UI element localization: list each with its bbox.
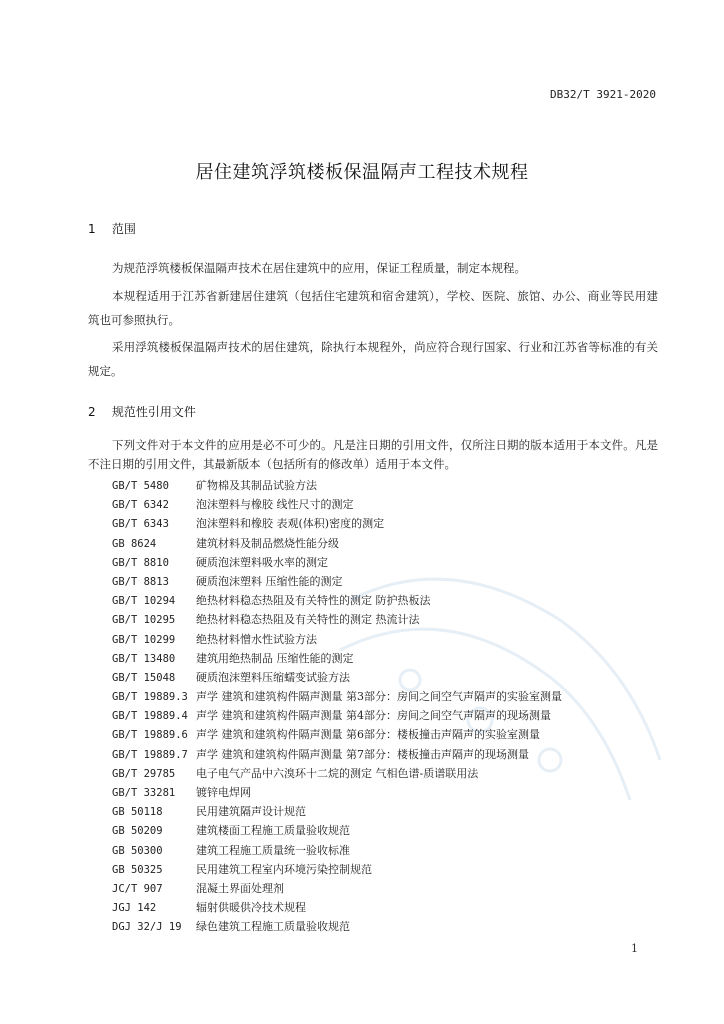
reference-title: 绝热材料稳态热阻及有关特性的测定 防护热板法 [196, 594, 431, 608]
reference-code: GB/T 8813 [112, 575, 169, 588]
section-title: 范围 [111, 222, 136, 236]
reference-title: 建筑楼面工程施工质量验收规范 [196, 824, 350, 838]
reference-code: GB/T 8810 [112, 556, 169, 569]
reference-code: GB 8624 [112, 537, 157, 550]
reference-item [112, 764, 672, 783]
document-title: 居住建筑浮筑楼板保温隔声工程技术规程 [195, 162, 529, 183]
reference-title: 绝热材料稳态热阻及有关特性的测定 热流计法 [196, 613, 420, 627]
reference-title: 矿物棉及其制品试验方法 [196, 479, 317, 492]
reference-title: 辐射供暖供冷技术规程 [196, 901, 306, 915]
reference-item [112, 898, 672, 917]
reference-title: 绝热材料憎水性试验方法 [196, 632, 317, 646]
reference-title: 硬质泡沫塑料压缩蠕变试验方法 [196, 670, 350, 684]
reference-item [112, 725, 672, 744]
paragraph: 本规程适用于江苏省新建居住建筑（包括住宅建筑和宿舍建筑），学校、医院、旅馆、办公、商业等民用建筑也可参照执行。 [88, 289, 658, 327]
reference-code: GB/T 6342 [112, 499, 169, 512]
reference-title: 声学 建筑和建筑构件隔声测量 第6部分：楼板撞击声隔声的实验室测量 [196, 728, 540, 742]
reference-title: 建筑工程施工质量统一验收标准 [196, 843, 350, 857]
reference-item [112, 514, 672, 533]
reference-item [112, 610, 672, 629]
reference-code: GB/T 15048 [112, 671, 176, 684]
section-2-heading [88, 403, 196, 420]
section-number: 1 [88, 222, 96, 236]
section-title: 规范性引用文件 [111, 405, 196, 419]
reference-title: 民用建筑隔声设计规范 [196, 805, 306, 819]
reference-item [112, 879, 672, 898]
reference-item [112, 860, 672, 879]
reference-item [112, 802, 672, 821]
reference-item [112, 821, 672, 840]
reference-code: DGJ 32/J 19 [112, 921, 182, 934]
reference-item [112, 917, 672, 936]
reference-title: 建筑用绝热制品 压缩性能的测定 [196, 651, 354, 665]
reference-title: 声学 建筑和建筑构件隔声测量 第7部分：楼板撞击声隔声的现场测量 [196, 747, 529, 761]
reference-title: 电子电气产品中六溴环十二烷的测定 气相色谱-质谱联用法 [196, 766, 479, 780]
reference-code: GB/T 29785 [112, 767, 176, 780]
reference-code: GB 50300 [112, 844, 163, 857]
reference-code: GB/T 10294 [112, 595, 176, 608]
reference-title: 硬质泡沫塑料吸水率的测定 [196, 555, 328, 569]
reference-code: GB/T 19889.4 [112, 710, 188, 723]
reference-title: 泡沫塑料和橡胶 表观(体积)密度的测定 [196, 517, 385, 531]
reference-code: GB/T 6343 [112, 518, 169, 531]
reference-list [112, 476, 672, 937]
reference-item [112, 687, 672, 706]
reference-title: 硬质泡沫塑料 压缩性能的测定 [196, 574, 343, 588]
reference-code: GB/T 19889.6 [112, 729, 188, 742]
reference-code: GB/T 19889.3 [112, 691, 188, 704]
reference-title: 声学 建筑和建筑构件隔声测量 第3部分：房间之间空气声隔声的实验室测量 [196, 690, 562, 704]
reference-item [112, 572, 672, 591]
reference-title: 镀锌电焊网 [196, 786, 251, 799]
reference-code: GB 50325 [112, 863, 163, 876]
paragraph: 下列文件对于本文件的应用是必不可少的。凡是注日期的引用文件，仅所注日期的版本适用于本文件。凡是不注日期的引用文件，其最新版本（包括所有的修改单）适用于本文件。 [88, 438, 658, 471]
reference-item [112, 591, 672, 610]
reference-item [112, 553, 672, 572]
reference-title: 声学 建筑和建筑构件隔声测量 第4部分：房间之间空气声隔声的现场测量 [196, 709, 551, 723]
reference-code: GB 50209 [112, 825, 163, 838]
reference-item [112, 649, 672, 668]
page-number: 1 [631, 942, 638, 955]
section-1-heading [88, 220, 136, 237]
paragraph: 为规范浮筑楼板保温隔声技术在居住建筑中的应用，保证工程质量，制定本规程。 [112, 261, 526, 275]
reference-item [112, 841, 672, 860]
reference-item [112, 495, 672, 514]
reference-code: GB/T 10295 [112, 614, 176, 627]
reference-code: GB/T 19889.7 [112, 748, 188, 761]
standard-code: DB32/T 3921-2020 [550, 88, 656, 101]
reference-item [112, 476, 672, 495]
reference-code: JC/T 907 [112, 882, 163, 895]
reference-title: 建筑材料及制品燃烧性能分级 [196, 536, 339, 550]
reference-code: GB/T 5480 [112, 480, 169, 492]
reference-item [112, 783, 672, 802]
section-number: 2 [88, 405, 96, 419]
paragraph: 采用浮筑楼板保温隔声技术的居住建筑，除执行本规程外，尚应符合现行国家、行业和江苏省等标准的有关规定。 [88, 340, 658, 378]
reference-code: JGJ 142 [112, 902, 157, 915]
reference-title: 混凝土界面处理剂 [196, 881, 284, 895]
reference-title: 泡沫塑料与橡胶 线性尺寸的测定 [196, 498, 354, 512]
reference-item [112, 534, 672, 553]
reference-item [112, 745, 672, 764]
reference-code: GB/T 13480 [112, 652, 176, 665]
reference-item [112, 630, 672, 649]
reference-code: GB 50118 [112, 806, 163, 819]
reference-title: 绿色建筑工程施工质量验收规范 [196, 920, 350, 934]
reference-item [112, 668, 672, 687]
reference-item [112, 706, 672, 725]
reference-code: GB/T 33281 [112, 787, 176, 799]
reference-title: 民用建筑工程室内环境污染控制规范 [196, 862, 372, 876]
reference-code: GB/T 10299 [112, 633, 176, 646]
